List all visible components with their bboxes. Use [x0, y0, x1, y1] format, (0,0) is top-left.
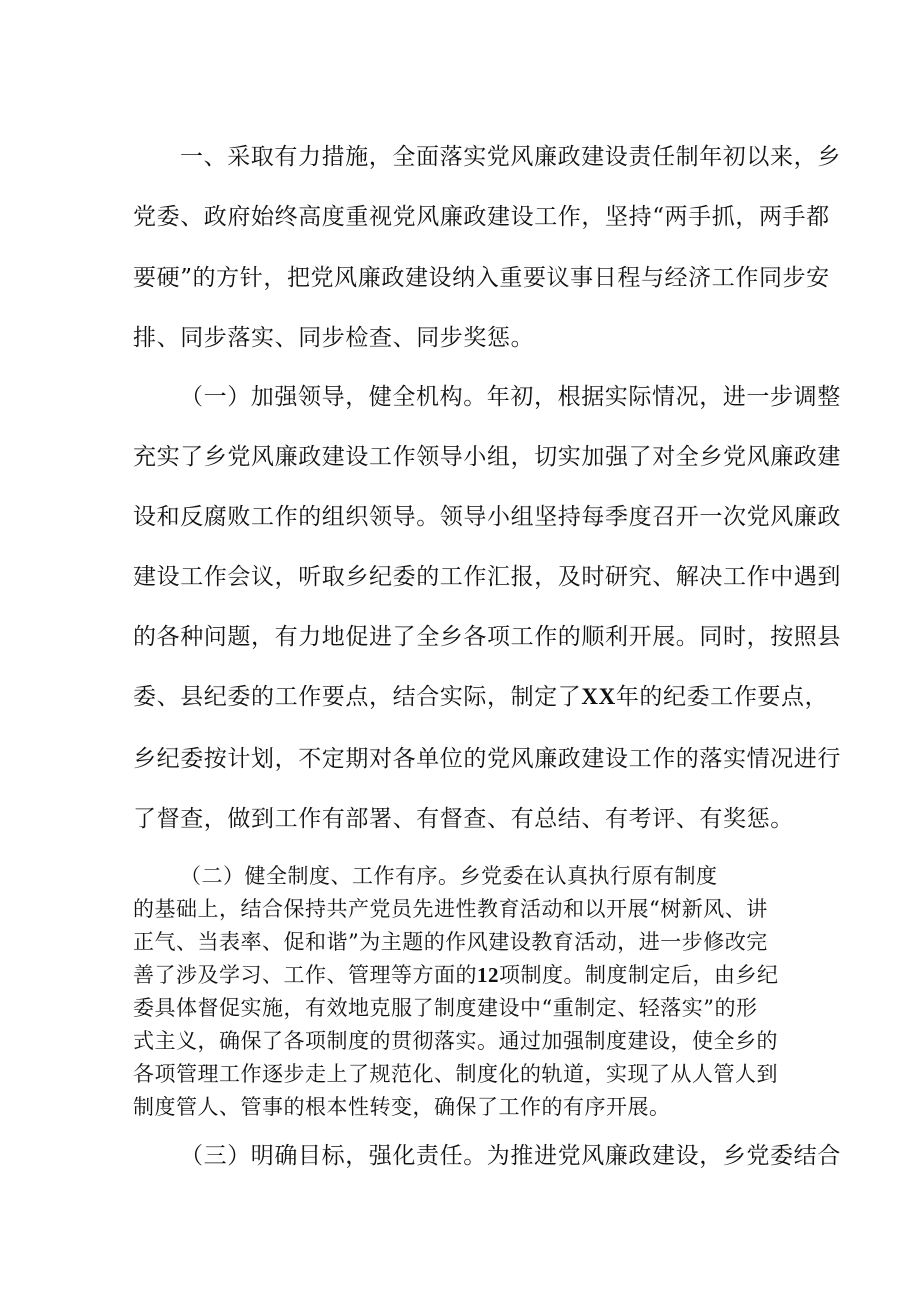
- p3-line-1: （二）健全制度、工作有序。乡党委在认真执行原有制度: [180, 864, 718, 888]
- p3-line-6: 式主义，确保了各项制度的贯彻落实。通过加强制度建设，使全乡的: [133, 1029, 778, 1053]
- p2-line-6-year: XX: [581, 684, 616, 709]
- p2-line-3: 设和反腐败工作的组织领导。领导小组坚持每季度召开一次党风廉政: [133, 504, 841, 530]
- p3-line-8: 制度管人、管事的根本性转变，确保了工作的有序开展。: [133, 1095, 671, 1119]
- p2-line-6: [133, 678, 828, 711]
- p2-line-8: 了督查，做到工作有部署、有督查、有总结、有考评、有奖惩。: [133, 806, 794, 832]
- p3-line-3: 正气、当表率、促和谐”为主题的作风建设教育活动，进一步修改完: [133, 930, 768, 954]
- p2-line-5: 的各种问题，有力地促进了全乡各项工作的顺利开展。同时，按照县: [133, 624, 841, 650]
- p2-line-6-text-b: 年的纪委工作要点，: [615, 684, 829, 710]
- p2-line-2: 充实了乡党风廉政建设工作领导小组，切实加强了对全乡党风廉政建: [133, 444, 841, 470]
- p3-line-4-text-b: 项制度。制度制定后，由乡纪: [499, 963, 779, 987]
- p2-line-4: 建设工作会议，听取乡纪委的工作汇报，及时研究、解决工作中遇到: [133, 564, 841, 590]
- p1-line-4: 排、同步落实、同步检查、同步奖惩。: [133, 325, 535, 351]
- p3-line-4-text-a: 善了涉及学习、工作、管理等方面的: [133, 963, 477, 987]
- p2-line-1: （一）加强领导，健全机构。年初，根据实际情况，进一步调整: [180, 384, 841, 410]
- p1-line-3: 要硬”的方针，把党风廉政建设纳入重要议事日程与经济工作同步安: [133, 265, 830, 291]
- p2-line-6-text-a: 委、县纪委的工作要点，结合实际，制定了: [133, 684, 582, 710]
- p1-line-1: 一、采取有力措施，全面落实党风廉政建设责任制年初以来，乡: [180, 144, 841, 170]
- p4-line-1: （三）明确目标，强化责任。为推进党风廉政建设，乡党委结合: [180, 1143, 841, 1169]
- p3-line-4: [133, 959, 779, 989]
- p3-line-4-count: 12: [477, 963, 499, 987]
- p1-line-2: 党委、政府始终高度重视党风廉政建设工作，坚持“两手抓，两手都: [133, 204, 830, 230]
- p3-line-5: 委具体督促实施，有效地克服了制度建设中“重制定、轻落实”的形: [133, 996, 758, 1020]
- p2-line-7: 乡纪委按计划，不定期对各单位的党风廉政建设工作的落实情况进行: [133, 746, 841, 772]
- p3-line-2: 的基础上，结合保持共产党员先进性教育活动和以开展“树新风、讲: [133, 897, 768, 921]
- p3-line-7: 各项管理工作逐步走上了规范化、制度化的轨道，实现了从人管人到: [133, 1062, 778, 1086]
